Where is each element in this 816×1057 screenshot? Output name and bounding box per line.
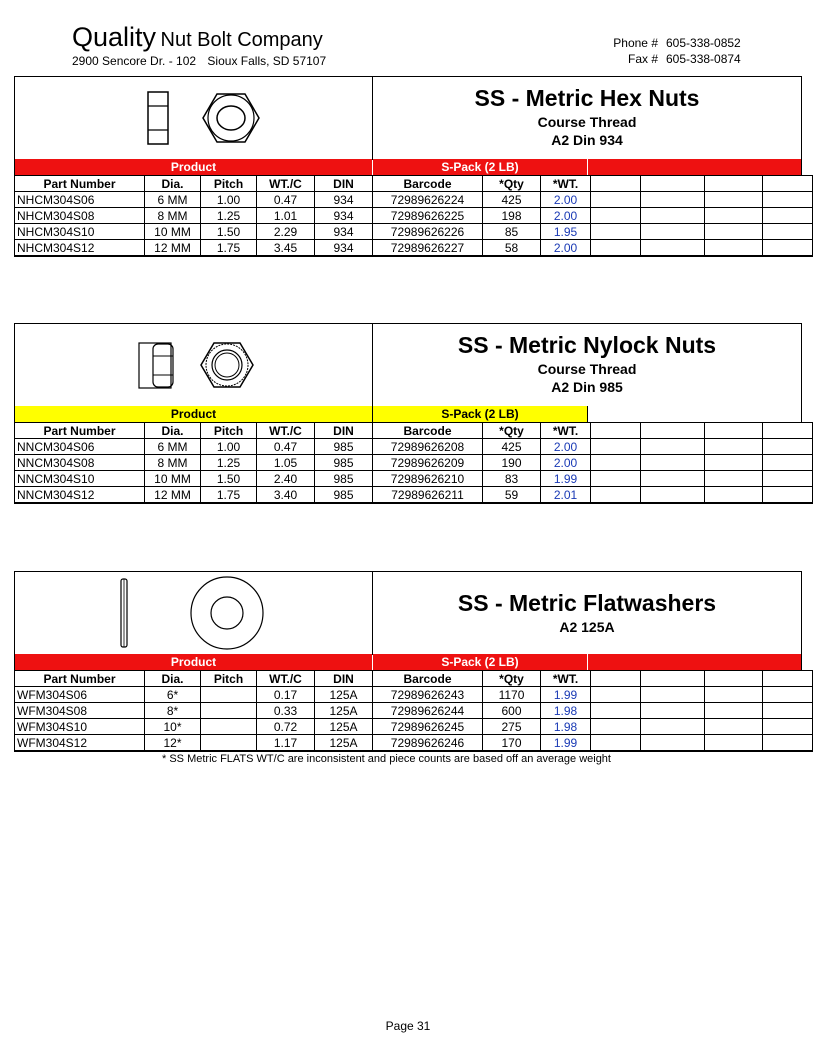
table-cell: NNCM304S08 <box>15 455 145 471</box>
empty-header-cell <box>705 176 763 192</box>
empty-cell <box>705 208 763 224</box>
parts-table <box>14 670 813 752</box>
table-cell: 10* <box>145 719 201 735</box>
phone-number: 605-338-0852 <box>666 36 741 50</box>
parts-table <box>14 422 813 504</box>
column-header: Pitch <box>201 176 257 192</box>
table-cell: WFM304S06 <box>15 687 145 703</box>
column-header: Part Number <box>15 671 145 687</box>
empty-cell <box>641 735 705 752</box>
empty-cell <box>705 703 763 719</box>
table-cell: 1.25 <box>201 208 257 224</box>
table-cell: 2.00 <box>541 455 591 471</box>
table-cell: 6 MM <box>145 192 201 208</box>
table-cell: 72989626224 <box>373 192 483 208</box>
empty-cell <box>763 224 813 240</box>
table-cell: 198 <box>483 208 541 224</box>
empty-header-cell <box>763 423 813 439</box>
table-cell: 2.00 <box>541 439 591 455</box>
table-row <box>15 439 813 455</box>
table-cell: 1.17 <box>257 735 315 752</box>
empty-cell <box>591 455 641 471</box>
empty-cell <box>591 471 641 487</box>
address-city: Sioux Falls, SD 57107 <box>207 54 327 68</box>
table-cell: 72989626211 <box>373 487 483 504</box>
table-header-row <box>15 176 813 192</box>
column-header: Part Number <box>15 423 145 439</box>
table-cell: 1.99 <box>541 471 591 487</box>
footnote: * SS Metric FLATS WT/C are inconsistent and piece counts are based off an average weight <box>162 753 611 765</box>
table-cell: 1.99 <box>541 735 591 752</box>
empty-cell <box>591 687 641 703</box>
table-cell: 10 MM <box>145 224 201 240</box>
table-cell: 0.47 <box>257 439 315 455</box>
contact-info <box>600 35 741 67</box>
empty-header-cell <box>641 176 705 192</box>
column-header: DIN <box>315 423 373 439</box>
empty-cell <box>705 240 763 257</box>
table-cell: 1.50 <box>201 224 257 240</box>
empty-cell <box>641 471 705 487</box>
section-subtitle-1: A2 125A <box>559 619 615 635</box>
table-row <box>15 192 813 208</box>
spack-label: S-Pack (2 LB) <box>441 160 519 174</box>
empty-cell <box>763 703 813 719</box>
table-cell: 2.00 <box>541 240 591 257</box>
empty-header-cell <box>763 176 813 192</box>
table-cell <box>201 703 257 719</box>
empty-header-cell <box>763 671 813 687</box>
table-cell: 190 <box>483 455 541 471</box>
table-cell: 985 <box>315 439 373 455</box>
table-cell: 2.29 <box>257 224 315 240</box>
empty-cell <box>763 192 813 208</box>
column-header: DIN <box>315 176 373 192</box>
table-cell: 12 MM <box>145 240 201 257</box>
table-cell: 125A <box>315 735 373 752</box>
table-cell <box>201 687 257 703</box>
empty-cell <box>641 703 705 719</box>
table-cell: 8 MM <box>145 455 201 471</box>
table-cell: 85 <box>483 224 541 240</box>
empty-cell <box>641 719 705 735</box>
empty-cell <box>705 192 763 208</box>
column-header: WT./C <box>257 176 315 192</box>
table-cell: 1.75 <box>201 240 257 257</box>
column-header: *WT. <box>541 423 591 439</box>
table-cell: 934 <box>315 240 373 257</box>
table-cell: 1.25 <box>201 455 257 471</box>
column-header: Barcode <box>373 423 483 439</box>
table-cell: 1.95 <box>541 224 591 240</box>
table-cell: NNCM304S12 <box>15 487 145 504</box>
empty-cell <box>705 439 763 455</box>
table-cell: 1.01 <box>257 208 315 224</box>
table-cell: 1.05 <box>257 455 315 471</box>
empty-cell <box>591 240 641 257</box>
table-cell: 6 MM <box>145 439 201 455</box>
empty-cell <box>641 240 705 257</box>
empty-cell <box>641 192 705 208</box>
empty-cell <box>641 487 705 504</box>
section-title: SS - Metric Hex Nuts <box>474 85 700 111</box>
table-cell: 985 <box>315 487 373 504</box>
section-subtitle-2: A2 Din 934 <box>551 132 623 148</box>
section-subtitle-1: Course Thread <box>537 114 637 130</box>
table-cell: 72989626226 <box>373 224 483 240</box>
section-subtitle-2: A2 Din 985 <box>551 379 623 395</box>
product-label: Product <box>15 159 373 175</box>
table-cell: NHCM304S06 <box>15 192 145 208</box>
table-cell: 3.40 <box>257 487 315 504</box>
table-cell <box>201 719 257 735</box>
table-cell: 985 <box>315 471 373 487</box>
table-row <box>15 703 813 719</box>
category-bar <box>14 654 802 670</box>
table-cell: 275 <box>483 719 541 735</box>
table-cell: 125A <box>315 687 373 703</box>
table-cell: 934 <box>315 208 373 224</box>
table-cell: 125A <box>315 719 373 735</box>
table-header-row <box>15 423 813 439</box>
column-header: Pitch <box>201 423 257 439</box>
table-row <box>15 735 813 752</box>
empty-cell <box>763 735 813 752</box>
table-cell: 8 MM <box>145 208 201 224</box>
company-name-rest: Nut Bolt Company <box>160 29 323 51</box>
column-header: Barcode <box>373 176 483 192</box>
column-header: DIN <box>315 671 373 687</box>
table-row <box>15 471 813 487</box>
empty-cell <box>763 240 813 257</box>
table-cell: 8* <box>145 703 201 719</box>
empty-cell <box>705 455 763 471</box>
section-flatwashers <box>14 571 802 752</box>
empty-cell <box>763 719 813 735</box>
table-row <box>15 240 813 257</box>
table-cell: 1.50 <box>201 471 257 487</box>
empty-cell <box>763 439 813 455</box>
fax-label: Fax # <box>627 52 658 66</box>
table-cell: 72989626225 <box>373 208 483 224</box>
product-illustration <box>15 572 373 655</box>
empty-cell <box>641 224 705 240</box>
empty-cell <box>705 224 763 240</box>
table-cell: 6* <box>145 687 201 703</box>
table-cell: 72989626243 <box>373 687 483 703</box>
column-header: *WT. <box>541 671 591 687</box>
table-cell <box>201 735 257 752</box>
column-header: *Qty <box>483 671 541 687</box>
section-nylock-nuts <box>14 323 802 504</box>
table-cell: 1.98 <box>541 703 591 719</box>
empty-cell <box>591 719 641 735</box>
table-cell: 12* <box>145 735 201 752</box>
empty-cell <box>763 487 813 504</box>
empty-header-cell <box>591 671 641 687</box>
table-cell: 2.00 <box>541 208 591 224</box>
table-cell: 425 <box>483 439 541 455</box>
table-cell: 12 MM <box>145 487 201 504</box>
empty-cell <box>705 471 763 487</box>
column-header: *Qty <box>483 423 541 439</box>
table-cell: NHCM304S12 <box>15 240 145 257</box>
table-cell: NHCM304S10 <box>15 224 145 240</box>
parts-table <box>14 175 813 257</box>
company-name-bold: Quality <box>72 22 157 52</box>
spack-label: S-Pack (2 LB) <box>441 655 519 669</box>
empty-cell <box>641 455 705 471</box>
table-cell: 1.75 <box>201 487 257 504</box>
product-label: Product <box>15 406 373 422</box>
table-cell: 170 <box>483 735 541 752</box>
product-label: Product <box>15 654 373 670</box>
category-bar <box>14 406 802 422</box>
table-cell: 0.72 <box>257 719 315 735</box>
company-address <box>72 54 326 68</box>
empty-header-cell <box>591 176 641 192</box>
table-row <box>15 487 813 504</box>
table-cell: WFM304S12 <box>15 735 145 752</box>
table-cell: 3.45 <box>257 240 315 257</box>
table-cell: 0.17 <box>257 687 315 703</box>
product-illustration <box>15 77 373 160</box>
table-row <box>15 224 813 240</box>
table-cell: WFM304S10 <box>15 719 145 735</box>
page-number: Page 31 <box>385 1019 431 1033</box>
table-cell: NNCM304S06 <box>15 439 145 455</box>
empty-cell <box>641 687 705 703</box>
column-header: WT./C <box>257 671 315 687</box>
table-cell: 1.99 <box>541 687 591 703</box>
section-title: SS - Metric Nylock Nuts <box>457 332 717 358</box>
table-cell: 72989626209 <box>373 455 483 471</box>
table-cell: 83 <box>483 471 541 487</box>
empty-header-cell <box>591 423 641 439</box>
table-cell: WFM304S08 <box>15 703 145 719</box>
empty-cell <box>763 208 813 224</box>
phone-label: Phone # <box>613 36 658 50</box>
column-header: Dia. <box>145 176 201 192</box>
table-cell: 2.00 <box>541 192 591 208</box>
table-row <box>15 455 813 471</box>
table-cell: 59 <box>483 487 541 504</box>
table-cell: 58 <box>483 240 541 257</box>
spack-label: S-Pack (2 LB) <box>441 407 519 421</box>
hex-nut-icon <box>15 77 372 160</box>
empty-header-cell <box>705 671 763 687</box>
column-header: Barcode <box>373 671 483 687</box>
table-cell: 0.33 <box>257 703 315 719</box>
table-cell: 0.47 <box>257 192 315 208</box>
table-cell: 985 <box>315 455 373 471</box>
empty-cell <box>705 687 763 703</box>
table-cell: 72989626244 <box>373 703 483 719</box>
column-header: *Qty <box>483 176 541 192</box>
table-cell: NNCM304S10 <box>15 471 145 487</box>
empty-cell <box>591 703 641 719</box>
table-cell: 934 <box>315 224 373 240</box>
product-illustration <box>15 324 373 407</box>
address-street: 2900 Sencore Dr. - 102 <box>72 54 197 68</box>
nylock-nut-icon <box>15 324 372 407</box>
table-cell: 2.40 <box>257 471 315 487</box>
table-row <box>15 208 813 224</box>
table-cell: 600 <box>483 703 541 719</box>
table-cell: 125A <box>315 703 373 719</box>
empty-cell <box>705 487 763 504</box>
fax-number: 605-338-0874 <box>666 52 741 66</box>
section-title: SS - Metric Flatwashers <box>457 590 717 616</box>
table-cell: 1.00 <box>201 192 257 208</box>
empty-cell <box>705 719 763 735</box>
empty-cell <box>763 687 813 703</box>
table-cell: 1.98 <box>541 719 591 735</box>
table-cell: 10 MM <box>145 471 201 487</box>
empty-cell <box>641 439 705 455</box>
empty-cell <box>591 192 641 208</box>
table-cell: 72989626210 <box>373 471 483 487</box>
empty-header-cell <box>641 423 705 439</box>
section-subtitle-1: Course Thread <box>537 361 637 377</box>
table-cell: NHCM304S08 <box>15 208 145 224</box>
column-header: Dia. <box>145 423 201 439</box>
empty-cell <box>591 208 641 224</box>
table-header-row <box>15 671 813 687</box>
empty-cell <box>763 471 813 487</box>
column-header: Part Number <box>15 176 145 192</box>
column-header: Dia. <box>145 671 201 687</box>
empty-cell <box>591 439 641 455</box>
table-cell: 2.01 <box>541 487 591 504</box>
empty-cell <box>641 208 705 224</box>
empty-cell <box>591 735 641 752</box>
empty-header-cell <box>705 423 763 439</box>
column-header: Pitch <box>201 671 257 687</box>
flatwasher-icon <box>15 572 372 655</box>
table-cell: 72989626208 <box>373 439 483 455</box>
column-header: WT./C <box>257 423 315 439</box>
table-row <box>15 719 813 735</box>
table-cell: 72989626227 <box>373 240 483 257</box>
section-hex-nuts <box>14 76 802 257</box>
empty-cell <box>705 735 763 752</box>
empty-cell <box>763 455 813 471</box>
empty-cell <box>591 487 641 504</box>
table-cell: 934 <box>315 192 373 208</box>
table-cell: 1170 <box>483 687 541 703</box>
column-header: *WT. <box>541 176 591 192</box>
table-cell: 425 <box>483 192 541 208</box>
table-cell: 72989626245 <box>373 719 483 735</box>
empty-header-cell <box>641 671 705 687</box>
category-bar <box>14 159 802 175</box>
table-row <box>15 687 813 703</box>
table-cell: 72989626246 <box>373 735 483 752</box>
empty-cell <box>591 224 641 240</box>
table-cell: 1.00 <box>201 439 257 455</box>
company-name <box>72 22 323 53</box>
